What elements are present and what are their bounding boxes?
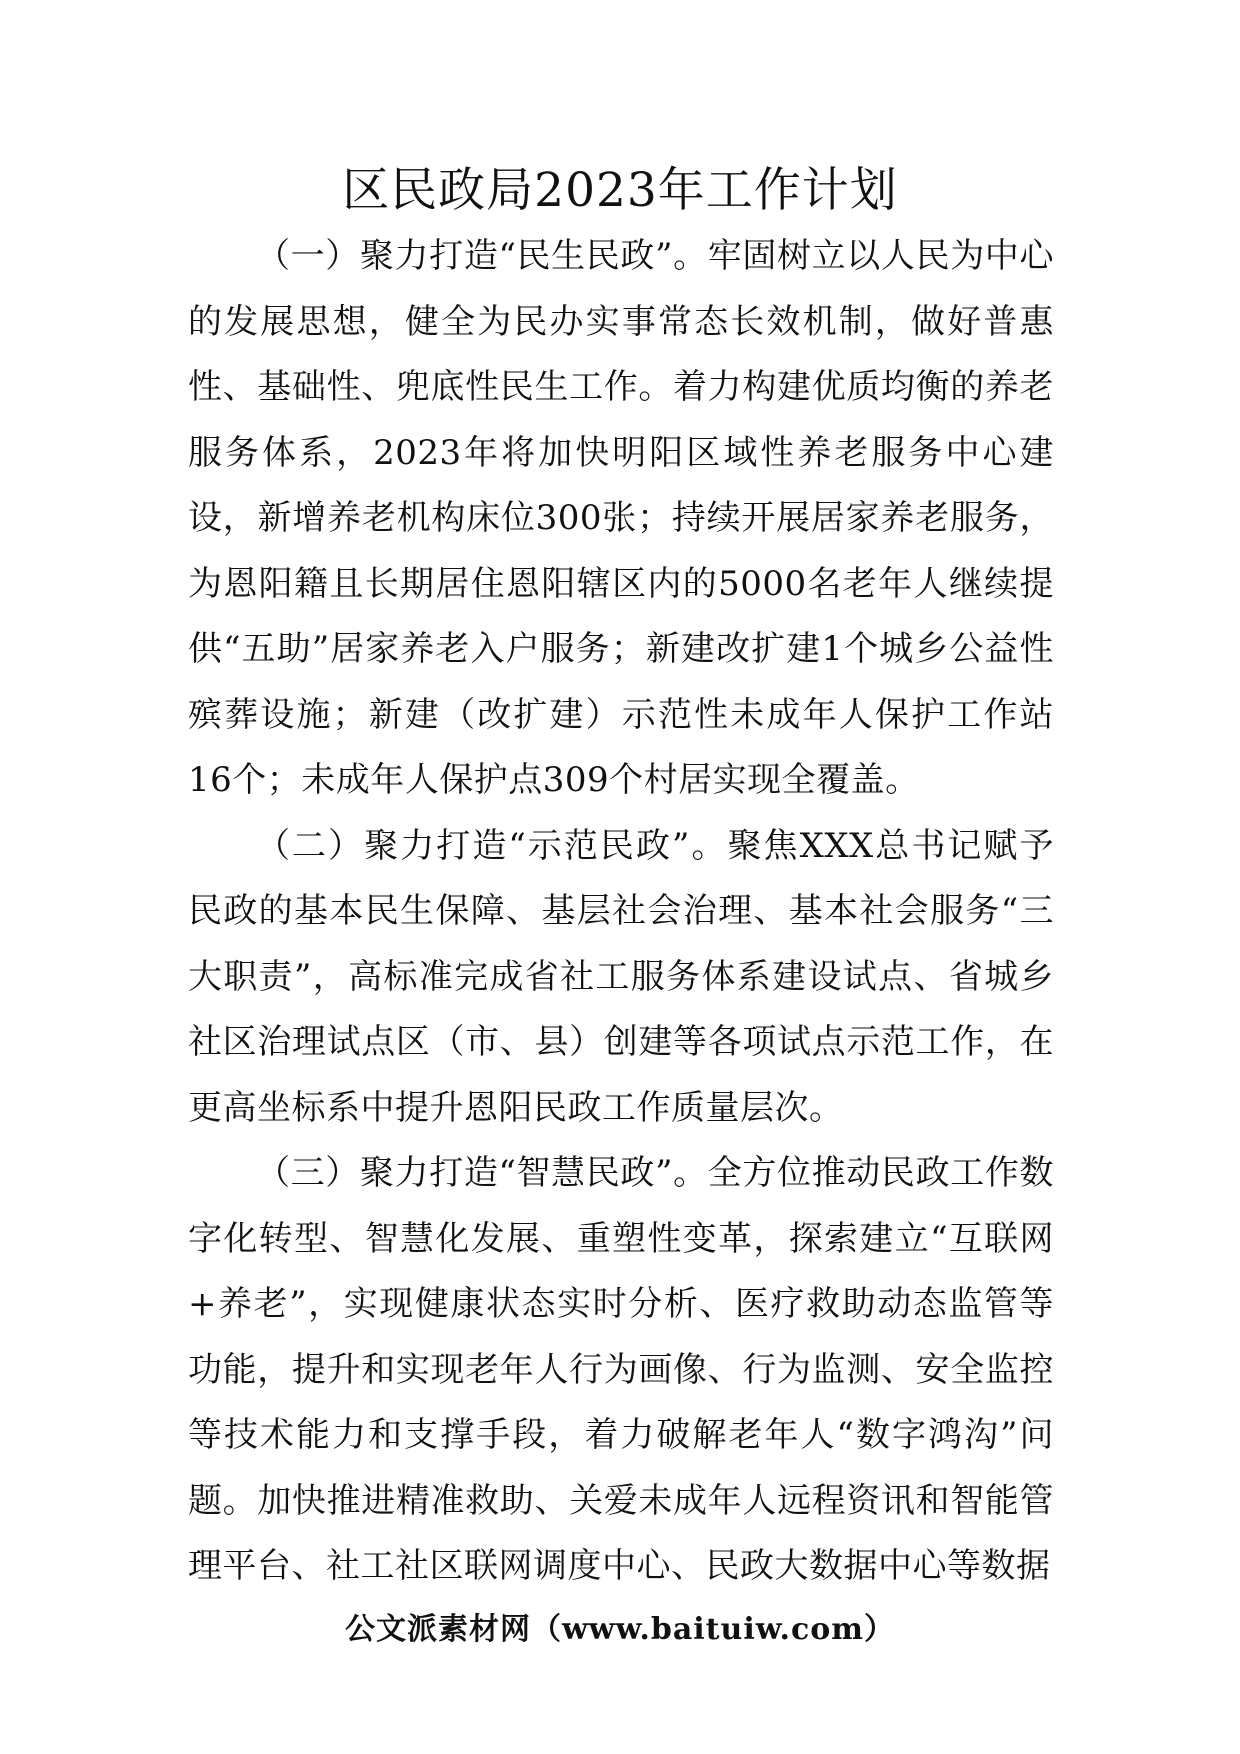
paragraph-1: （一）聚力打造“民生民政”。牢固树立以人民为中心的发展思想，健全为民办实事常态长效机制，做好普惠性、基础性、兜底性民生工作。着力构建优质均衡的养老服务体系，2023年将加快明阳区域性养老服务中心建设，新增养老机构床位300张；持续开展居家养老服务，为恩阳籍且长期居住恩阳辖区内的5000名老年人继续提供“五助”居家养老入户服务；新建改扩建1个城乡公益性殡葬设施；新建（改扩建）示范性未成年人保护工作站16个；未成年人保护点309个村居实现全覆盖。: [188, 236, 1054, 800]
paragraph-3: （三）聚力打造“智慧民政”。全方位推动民政工作数字化转型、智慧化发展、重塑性变革，探索建立“互联网+养老”，实现健康状态实时分析、医疗救助动态监管等功能，提升和实现老年人行为画像、行为监测、安全监控等技术能力和支撑手段，着力破解老年人“数字鸿沟”问题。加快推进精准救助、关爱未成年人远程资讯和智能管理平台、社工社区联网调度中心、民政大数据中心等数据: [188, 1153, 1054, 1586]
document-title: 区民政局2023年工作计划: [342, 163, 898, 218]
document-body: [188, 224, 1054, 1600]
page-footer-watermark: 公文派素材网（www.baituiw.com）: [344, 1612, 896, 1647]
paragraph-2: （二）聚力打造“示范民政”。聚焦XXX总书记赋予民政的基本民生保障、基层社会治理、基本社会服务“三大职责”，高标准完成省社工服务体系建设试点、省城乡社区治理试点区（市、县）创建等各项试点示范工作，在更高坐标系中提升恩阳民政工作质量层次。: [188, 825, 1054, 1128]
